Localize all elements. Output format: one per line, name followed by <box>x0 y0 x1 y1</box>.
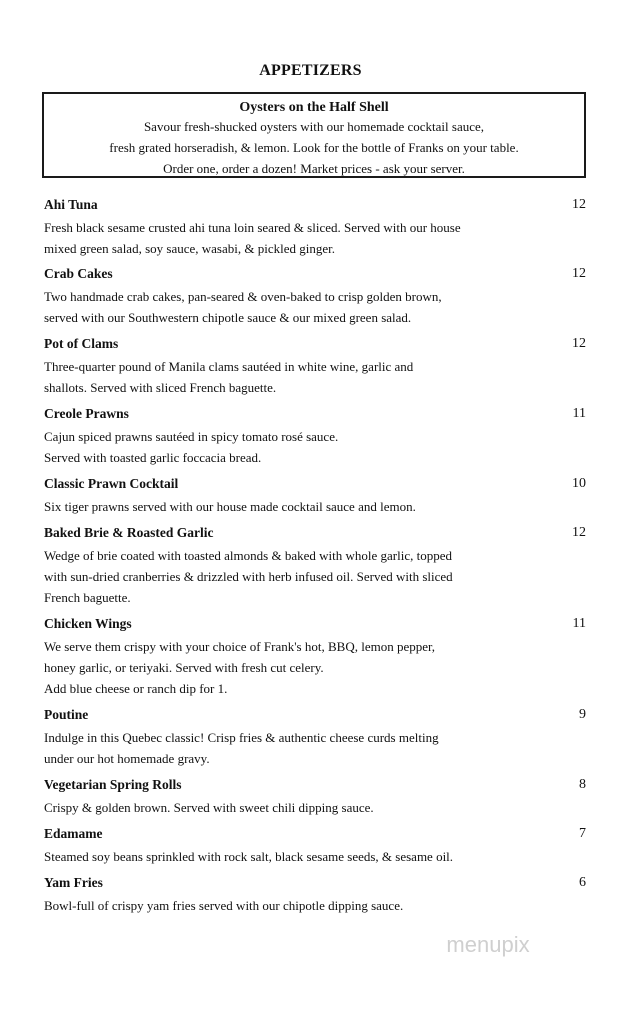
menu-item <box>44 707 586 769</box>
menu-item-price: 11 <box>572 616 586 631</box>
menu-item-price: 9 <box>579 707 586 722</box>
menu-item-name: Chicken Wings <box>44 616 132 631</box>
menu-item <box>44 826 586 867</box>
menu-item-description: with sun-dried cranberries & drizzled with herb infused oil. Served with sliced <box>44 569 453 584</box>
menu-item <box>44 777 586 818</box>
menu-item-description: shallots. Served with sliced French baguette. <box>44 380 277 395</box>
menu-item <box>44 266 586 328</box>
menu-item-price: 11 <box>572 406 586 421</box>
menu-item-description: under our hot homemade gravy. <box>44 751 210 766</box>
menu-item-name: Ahi Tuna <box>44 197 98 212</box>
section-title: APPETIZERS <box>259 62 362 79</box>
menu-item-name: Creole Prawns <box>44 406 129 421</box>
menu-item <box>44 616 586 699</box>
menu-item-description: Two handmade crab cakes, pan-seared & oven-baked to crisp golden brown, <box>44 289 442 304</box>
menu-item-description: Indulge in this Quebec classic! Crisp fries & authentic cheese curds melting <box>44 730 439 745</box>
menu-item-description: Six tiger prawns served with our house made cocktail sauce and lemon. <box>44 499 416 514</box>
menu-item-name: Baked Brie & Roasted Garlic <box>44 525 214 540</box>
menu-item-description: French baguette. <box>44 590 131 605</box>
menupix-logo-icon <box>418 930 558 960</box>
featured-oysters-box <box>42 92 586 178</box>
menu-item-description: Bowl-full of crispy yam fries served with our chipotle dipping sauce. <box>44 898 404 913</box>
featured-item-title: Oysters on the Half Shell <box>239 100 389 115</box>
menu-item-description: Add blue cheese or ranch dip for 1. <box>44 681 228 696</box>
menu-item <box>44 406 586 468</box>
menu-item <box>44 197 586 259</box>
menu-item-description: honey garlic, or teriyaki. Served with fresh cut celery. <box>44 660 324 675</box>
menu-item-description: served with our Southwestern chipotle sauce & our mixed green salad. <box>44 310 412 325</box>
menu-item-description: Served with toasted garlic foccacia bread. <box>44 450 262 465</box>
menu-item-description: Cajun spiced prawns sautéed in spicy tomato rosé sauce. <box>44 429 339 444</box>
menu-item <box>44 525 586 608</box>
menu-item-name: Edamame <box>44 826 103 841</box>
menu-item-price: 12 <box>572 336 586 351</box>
menu-item-name: Crab Cakes <box>44 266 113 281</box>
menu-item-price: 12 <box>572 266 586 281</box>
menu-item-description: Fresh black sesame crusted ahi tuna loin seared & sliced. Served with our house <box>44 220 461 235</box>
menu-item-name: Pot of Clams <box>44 336 119 351</box>
featured-description-line: fresh grated horseradish, & lemon. Look for the bottle of Franks on your table. <box>109 140 519 155</box>
menu-item-price: 7 <box>579 826 586 841</box>
menu-item-price: 6 <box>579 875 586 890</box>
menu-item-description: mixed green salad, soy sauce, wasabi, & pickled ginger. <box>44 241 335 256</box>
menu-item-description: Steamed soy beans sprinkled with rock salt, black sesame seeds, & sesame oil. <box>44 849 454 864</box>
menu-item-price: 12 <box>572 197 586 212</box>
menu-item-name: Classic Prawn Cocktail <box>44 476 179 491</box>
menu-item <box>44 336 586 398</box>
menu-item-price: 8 <box>579 777 586 792</box>
menu-item <box>44 875 586 916</box>
menupix-watermark <box>418 930 558 960</box>
watermark-text: menupix <box>446 932 530 957</box>
menu-item-description: Three-quarter pound of Manila clams sautéed in white wine, garlic and <box>44 359 414 374</box>
menu-item-description: Crispy & golden brown. Served with sweet chili dipping sauce. <box>44 800 374 815</box>
menu-item-description: Wedge of brie coated with toasted almonds & baked with whole garlic, topped <box>44 548 452 563</box>
menu-item-price: 10 <box>572 476 586 491</box>
menu-item-name: Poutine <box>44 707 89 722</box>
featured-description-line: Order one, order a dozen! Market prices - ask your server. <box>163 161 465 176</box>
menu-item-price: 12 <box>572 525 586 540</box>
menu-item-name: Vegetarian Spring Rolls <box>44 777 182 792</box>
menu-item-name: Yam Fries <box>44 875 103 890</box>
featured-description-line: Savour fresh-shucked oysters with our homemade cocktail sauce, <box>143 119 485 134</box>
menu-item-description: We serve them crispy with your choice of Frank's hot, BBQ, lemon pepper, <box>44 639 436 654</box>
menu-item <box>44 476 586 517</box>
